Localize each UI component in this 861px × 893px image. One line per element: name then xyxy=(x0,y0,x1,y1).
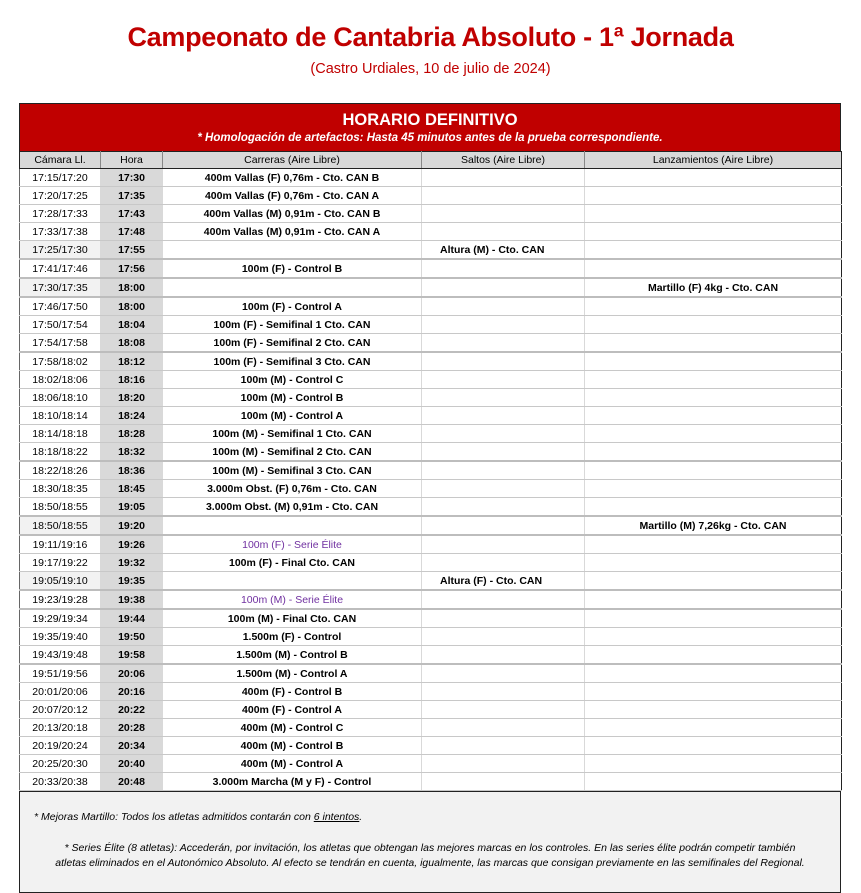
hora-cell: 19:38 xyxy=(101,590,163,609)
table-row xyxy=(20,590,842,609)
lanzamientos-cell xyxy=(585,223,842,241)
table-row xyxy=(20,646,842,665)
banner-heading: HORARIO DEFINITIVO xyxy=(342,111,518,129)
camara-cell: 17:58/18:02 xyxy=(20,352,101,371)
saltos-cell xyxy=(422,278,585,297)
table-row xyxy=(20,334,842,353)
camara-cell: 19:35/19:40 xyxy=(20,628,101,646)
camara-cell: 17:20/17:25 xyxy=(20,187,101,205)
hora-cell: 19:50 xyxy=(101,628,163,646)
hora-cell: 19:20 xyxy=(101,516,163,535)
camara-cell: 17:28/17:33 xyxy=(20,205,101,223)
camara-cell: 18:50/18:55 xyxy=(20,498,101,517)
lanzamientos-cell xyxy=(585,316,842,334)
table-row xyxy=(20,187,842,205)
saltos-cell xyxy=(422,389,585,407)
table-row xyxy=(20,664,842,683)
camara-cell: 17:15/17:20 xyxy=(20,169,101,187)
hora-cell: 18:04 xyxy=(101,316,163,334)
saltos-cell xyxy=(422,259,585,278)
hora-cell: 20:40 xyxy=(101,755,163,773)
table-row xyxy=(20,719,842,737)
saltos-cell: Altura (M) - Cto. CAN xyxy=(422,241,585,260)
saltos-cell xyxy=(422,719,585,737)
saltos-cell xyxy=(422,407,585,425)
carreras-cell: 1.500m (M) - Control B xyxy=(163,646,422,665)
camara-cell: 17:33/17:38 xyxy=(20,223,101,241)
saltos-cell xyxy=(422,664,585,683)
hora-cell: 17:55 xyxy=(101,241,163,260)
hora-cell: 18:45 xyxy=(101,480,163,498)
table-row xyxy=(20,628,842,646)
saltos-cell xyxy=(422,352,585,371)
lanzamientos-cell xyxy=(585,461,842,480)
carreras-cell: 100m (F) - Serie Élite xyxy=(163,535,422,554)
note-martillo-end: . xyxy=(359,811,363,823)
camara-cell: 18:02/18:06 xyxy=(20,371,101,389)
carreras-cell: 100m (M) - Control A xyxy=(163,407,422,425)
carreras-cell: 3.000m Obst. (M) 0,91m - Cto. CAN xyxy=(163,498,422,517)
saltos-cell xyxy=(422,773,585,791)
lanzamientos-cell xyxy=(585,297,842,316)
carreras-cell: 100m (F) - Semifinal 3 Cto. CAN xyxy=(163,352,422,371)
carreras-cell: 1.500m (F) - Control xyxy=(163,628,422,646)
carreras-cell xyxy=(163,241,422,260)
lanzamientos-cell xyxy=(585,554,842,572)
camara-cell: 20:01/20:06 xyxy=(20,683,101,701)
column-header-camara: Cámara Ll. xyxy=(20,152,101,169)
lanzamientos-cell xyxy=(585,443,842,462)
camara-cell: 18:06/18:10 xyxy=(20,389,101,407)
lanzamientos-cell xyxy=(585,683,842,701)
schedule-sheet xyxy=(19,103,841,893)
carreras-cell xyxy=(163,516,422,535)
hora-cell: 19:35 xyxy=(101,572,163,591)
hora-cell: 20:06 xyxy=(101,664,163,683)
banner-note: * Homologación de artefactos: Hasta 45 minutos antes de la prueba correspondiente. xyxy=(197,132,663,144)
lanzamientos-cell xyxy=(585,664,842,683)
hora-cell: 18:24 xyxy=(101,407,163,425)
hora-cell: 20:22 xyxy=(101,701,163,719)
lanzamientos-cell xyxy=(585,371,842,389)
table-row xyxy=(20,241,842,260)
camara-cell: 17:46/17:50 xyxy=(20,297,101,316)
saltos-cell xyxy=(422,683,585,701)
carreras-cell: 400m (M) - Control B xyxy=(163,737,422,755)
carreras-cell xyxy=(163,278,422,297)
saltos-cell xyxy=(422,480,585,498)
carreras-cell: 100m (M) - Control B xyxy=(163,389,422,407)
camara-cell: 20:25/20:30 xyxy=(20,755,101,773)
camara-cell: 17:25/17:30 xyxy=(20,241,101,260)
lanzamientos-cell xyxy=(585,755,842,773)
table-row xyxy=(20,572,842,591)
table-row xyxy=(20,425,842,443)
hora-cell: 17:56 xyxy=(101,259,163,278)
table-row xyxy=(20,609,842,628)
lanzamientos-cell xyxy=(585,259,842,278)
lanzamientos-cell xyxy=(585,590,842,609)
camara-cell: 19:29/19:34 xyxy=(20,609,101,628)
camara-cell: 20:13/20:18 xyxy=(20,719,101,737)
carreras-cell xyxy=(163,572,422,591)
lanzamientos-cell xyxy=(585,498,842,517)
hora-cell: 17:35 xyxy=(101,187,163,205)
camara-cell: 19:23/19:28 xyxy=(20,590,101,609)
column-header-hora: Hora xyxy=(101,152,163,169)
saltos-cell xyxy=(422,701,585,719)
hora-cell: 20:16 xyxy=(101,683,163,701)
carreras-cell: 3.000m Obst. (F) 0,76m - Cto. CAN xyxy=(163,480,422,498)
lanzamientos-cell xyxy=(585,572,842,591)
note-martillo-text: * Mejoras Martillo: Todos los atletas admitidos contarán con xyxy=(34,811,314,823)
saltos-cell xyxy=(422,334,585,353)
table-row xyxy=(20,443,842,462)
saltos-cell xyxy=(422,371,585,389)
hora-cell: 20:28 xyxy=(101,719,163,737)
table-row xyxy=(20,169,842,187)
note-elite-line-1: * Series Élite (8 atletas): Accederán, por invitación, los atletas que obtengan las mejores marcas en los controles. En las series élite podrán competir también xyxy=(64,842,796,854)
saltos-cell xyxy=(422,590,585,609)
saltos-cell xyxy=(422,223,585,241)
lanzamientos-cell xyxy=(585,737,842,755)
camara-cell: 19:05/19:10 xyxy=(20,572,101,591)
lanzamientos-cell xyxy=(585,205,842,223)
lanzamientos-cell xyxy=(585,773,842,791)
carreras-cell: 100m (M) - Semifinal 2 Cto. CAN xyxy=(163,443,422,462)
lanzamientos-cell xyxy=(585,352,842,371)
carreras-cell: 3.000m Marcha (M y F) - Control xyxy=(163,773,422,791)
table-row xyxy=(20,205,842,223)
carreras-cell: 100m (M) - Final Cto. CAN xyxy=(163,609,422,628)
schedule-table xyxy=(19,151,842,791)
camara-cell: 18:10/18:14 xyxy=(20,407,101,425)
camara-cell: 19:11/19:16 xyxy=(20,535,101,554)
carreras-cell: 100m (F) - Control A xyxy=(163,297,422,316)
hora-cell: 18:00 xyxy=(101,278,163,297)
table-row xyxy=(20,480,842,498)
saltos-cell xyxy=(422,297,585,316)
saltos-cell xyxy=(422,205,585,223)
hora-cell: 19:44 xyxy=(101,609,163,628)
hora-cell: 18:36 xyxy=(101,461,163,480)
note-series-elite xyxy=(24,841,836,871)
lanzamientos-cell xyxy=(585,609,842,628)
saltos-cell xyxy=(422,737,585,755)
table-row xyxy=(20,461,842,480)
camara-cell: 20:07/20:12 xyxy=(20,701,101,719)
hora-cell: 19:32 xyxy=(101,554,163,572)
saltos-cell xyxy=(422,169,585,187)
saltos-cell xyxy=(422,498,585,517)
lanzamientos-cell xyxy=(585,407,842,425)
carreras-cell: 100m (F) - Semifinal 1 Cto. CAN xyxy=(163,316,422,334)
page-subtitle: (Castro Urdiales, 10 de julio de 2024) xyxy=(310,61,551,77)
camara-cell: 17:30/17:35 xyxy=(20,278,101,297)
camara-cell: 17:50/17:54 xyxy=(20,316,101,334)
table-row xyxy=(20,516,842,535)
column-header-saltos: Saltos (Aire Libre) xyxy=(422,152,585,169)
carreras-cell: 100m (M) - Control C xyxy=(163,371,422,389)
hora-cell: 18:12 xyxy=(101,352,163,371)
saltos-cell: Altura (F) - Cto. CAN xyxy=(422,572,585,591)
camara-cell: 17:54/17:58 xyxy=(20,334,101,353)
carreras-cell: 400m Vallas (M) 0,91m - Cto. CAN A xyxy=(163,223,422,241)
camara-cell: 18:22/18:26 xyxy=(20,461,101,480)
table-row xyxy=(20,297,842,316)
lanzamientos-cell xyxy=(585,389,842,407)
carreras-cell: 100m (F) - Control B xyxy=(163,259,422,278)
table-row xyxy=(20,371,842,389)
table-row xyxy=(20,773,842,791)
saltos-cell xyxy=(422,316,585,334)
lanzamientos-cell: Martillo (F) 4kg - Cto. CAN xyxy=(585,278,842,297)
lanzamientos-cell xyxy=(585,719,842,737)
saltos-cell xyxy=(422,628,585,646)
hora-cell: 18:08 xyxy=(101,334,163,353)
lanzamientos-cell xyxy=(585,241,842,260)
hora-cell: 18:32 xyxy=(101,443,163,462)
hora-cell: 17:43 xyxy=(101,205,163,223)
hora-cell: 17:30 xyxy=(101,169,163,187)
hora-cell: 19:58 xyxy=(101,646,163,665)
table-row xyxy=(20,554,842,572)
table-row xyxy=(20,389,842,407)
carreras-cell: 400m (M) - Control A xyxy=(163,755,422,773)
table-row xyxy=(20,316,842,334)
carreras-cell: 400m (F) - Control B xyxy=(163,683,422,701)
hora-cell: 18:28 xyxy=(101,425,163,443)
saltos-cell xyxy=(422,443,585,462)
carreras-cell: 400m (M) - Control C xyxy=(163,719,422,737)
column-header-row xyxy=(20,152,842,169)
table-row xyxy=(20,701,842,719)
camara-cell: 19:51/19:56 xyxy=(20,664,101,683)
lanzamientos-cell xyxy=(585,701,842,719)
carreras-cell: 400m Vallas (M) 0,91m - Cto. CAN B xyxy=(163,205,422,223)
carreras-cell: 400m (F) - Control A xyxy=(163,701,422,719)
hora-cell: 17:48 xyxy=(101,223,163,241)
note-elite-line-2: atletas eliminados en el Autonómico Absoluto. Al efecto se tendrán en cuenta, igualmente, las marcas que consigan previamente en las semifinales del Regional. xyxy=(55,857,805,869)
saltos-cell xyxy=(422,461,585,480)
table-row xyxy=(20,259,842,278)
schedule-banner xyxy=(19,103,841,151)
table-row xyxy=(20,407,842,425)
lanzamientos-cell xyxy=(585,169,842,187)
table-row xyxy=(20,755,842,773)
saltos-cell xyxy=(422,554,585,572)
lanzamientos-cell xyxy=(585,480,842,498)
carreras-cell: 400m Vallas (F) 0,76m - Cto. CAN A xyxy=(163,187,422,205)
camara-cell: 18:30/18:35 xyxy=(20,480,101,498)
camara-cell: 19:17/19:22 xyxy=(20,554,101,572)
carreras-cell: 100m (M) - Semifinal 3 Cto. CAN xyxy=(163,461,422,480)
saltos-cell xyxy=(422,755,585,773)
hora-cell: 20:34 xyxy=(101,737,163,755)
lanzamientos-cell xyxy=(585,334,842,353)
camara-cell: 18:14/18:18 xyxy=(20,425,101,443)
table-row xyxy=(20,278,842,297)
table-row xyxy=(20,223,842,241)
saltos-cell xyxy=(422,535,585,554)
hora-cell: 19:26 xyxy=(101,535,163,554)
carreras-cell: 100m (M) - Serie Élite xyxy=(163,590,422,609)
schedule-body xyxy=(20,169,842,791)
lanzamientos-cell: Martillo (M) 7,26kg - Cto. CAN xyxy=(585,516,842,535)
hora-cell: 18:16 xyxy=(101,371,163,389)
note-martillo xyxy=(34,811,362,823)
carreras-cell: 100m (F) - Semifinal 2 Cto. CAN xyxy=(163,334,422,353)
camara-cell: 20:19/20:24 xyxy=(20,737,101,755)
table-row xyxy=(20,535,842,554)
lanzamientos-cell xyxy=(585,628,842,646)
carreras-cell: 100m (F) - Final Cto. CAN xyxy=(163,554,422,572)
page-title: Campeonato de Cantabria Absoluto - 1ª Jornada xyxy=(127,22,734,52)
table-row xyxy=(20,498,842,517)
table-row xyxy=(20,737,842,755)
saltos-cell xyxy=(422,187,585,205)
note-martillo-attempts: 6 intentos xyxy=(313,811,360,823)
hora-cell: 18:20 xyxy=(101,389,163,407)
lanzamientos-cell xyxy=(585,535,842,554)
table-row xyxy=(20,683,842,701)
hora-cell: 20:48 xyxy=(101,773,163,791)
hora-cell: 18:00 xyxy=(101,297,163,316)
lanzamientos-cell xyxy=(585,425,842,443)
camara-cell: 20:33/20:38 xyxy=(20,773,101,791)
saltos-cell xyxy=(422,425,585,443)
saltos-cell xyxy=(422,516,585,535)
notes-box xyxy=(19,791,841,893)
camara-cell: 17:41/17:46 xyxy=(20,259,101,278)
camara-cell: 18:50/18:55 xyxy=(20,516,101,535)
camara-cell: 19:43/19:48 xyxy=(20,646,101,665)
camara-cell: 18:18/18:22 xyxy=(20,443,101,462)
carreras-cell: 1.500m (M) - Control A xyxy=(163,664,422,683)
table-row xyxy=(20,352,842,371)
column-header-carreras: Carreras (Aire Libre) xyxy=(163,152,422,169)
lanzamientos-cell xyxy=(585,646,842,665)
column-header-lanzamientos: Lanzamientos (Aire Libre) xyxy=(585,152,842,169)
saltos-cell xyxy=(422,609,585,628)
carreras-cell: 100m (M) - Semifinal 1 Cto. CAN xyxy=(163,425,422,443)
lanzamientos-cell xyxy=(585,187,842,205)
hora-cell: 19:05 xyxy=(101,498,163,517)
carreras-cell: 400m Vallas (F) 0,76m - Cto. CAN B xyxy=(163,169,422,187)
saltos-cell xyxy=(422,646,585,665)
